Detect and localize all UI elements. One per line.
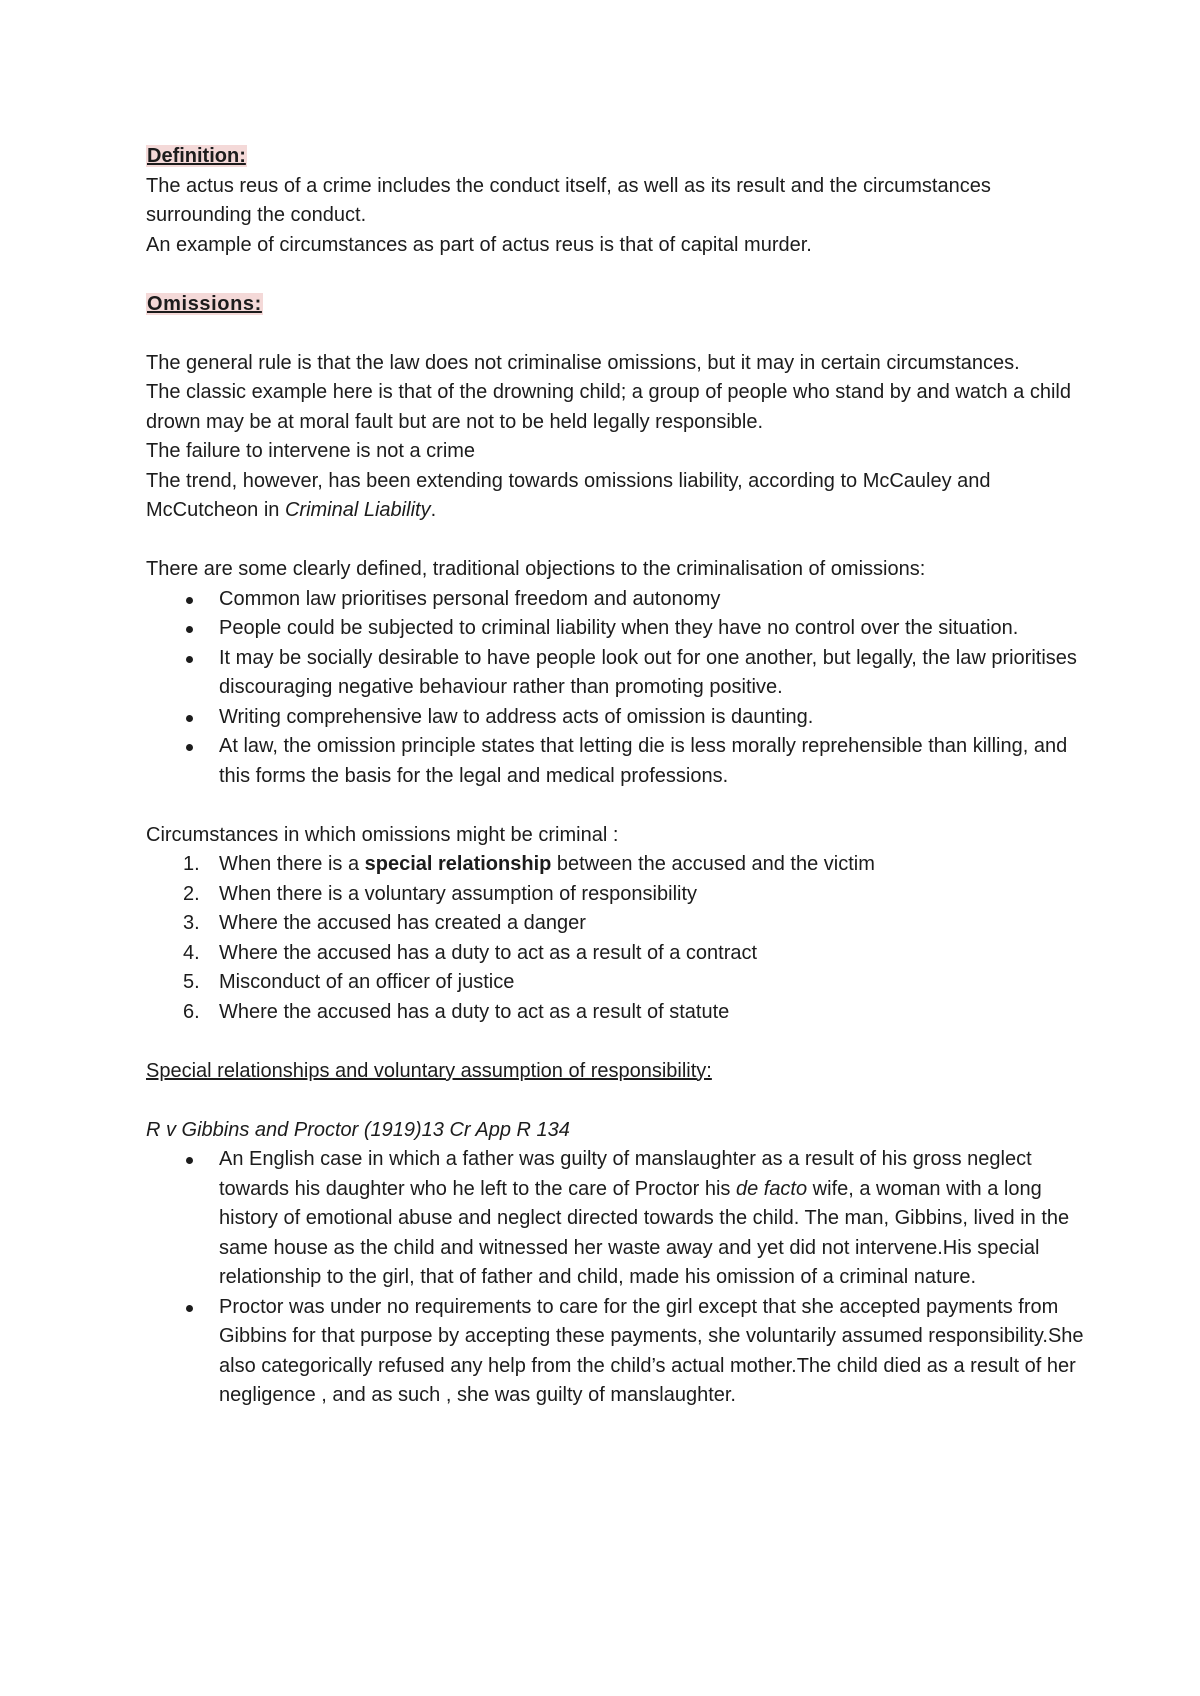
list-item: At law, the omission principle states that letting die is less morally reprehensible than killing, and this forms the basis for the legal and medical professions. bbox=[146, 732, 1090, 791]
circumstances-intro: Circumstances in which omissions might be criminal : bbox=[146, 823, 619, 846]
list-item: 2. When there is a voluntary assumption of responsibility bbox=[183, 882, 698, 905]
circumstances-list bbox=[146, 850, 1090, 1027]
definition-text: The actus reus of a crime includes the conduct itself, as well as its result and the circumstances surrounding the conduct. bbox=[146, 174, 991, 226]
case-notes-list bbox=[146, 1145, 1090, 1411]
de-facto-term: de facto bbox=[735, 1177, 808, 1200]
book-title: Criminal Liability bbox=[284, 499, 431, 521]
list-item: 1. When there is a special relationship between the accused and the victim bbox=[183, 853, 875, 875]
omissions-heading: Omissions: bbox=[147, 292, 262, 315]
objections-list bbox=[146, 585, 1090, 792]
definition-heading: Definition: bbox=[147, 145, 246, 167]
list-item: 5. Misconduct of an officer of justice bbox=[183, 971, 515, 993]
objections-intro: There are some clearly defined, traditional objections to the criminalisation of omissions: bbox=[146, 558, 926, 580]
definition-example: An example of circumstances as part of actus reus is that of capital murder. bbox=[146, 233, 812, 256]
omissions-failure: The failure to intervene is not a crime bbox=[146, 440, 476, 462]
list-item: People could be subjected to criminal liability when they have no control over the situation. bbox=[146, 614, 1090, 644]
list-item: An English case in which a father was guilty of manslaughter as a result of his gross neglect towards his daughter who he left to the care of Proctor his de facto wife, a woman with a long history of emotional abuse and neglect directed towards the child. The man, Gibbins, lived in the same house as the child and witnessed her waste away and yet did not intervene.His special relationship to the girl, that of father and child, made his omission of a criminal nature. bbox=[146, 1145, 1090, 1293]
special-relationships-heading: Special relationships and voluntary assumption of responsibility: bbox=[146, 1059, 712, 1082]
omissions-general-rule: The general rule is that the law does not criminalise omissions, but it may in certain circumstances. bbox=[146, 351, 1020, 374]
list-item: Common law prioritises personal freedom and autonomy bbox=[146, 585, 1090, 615]
list-item: 3. Where the accused has created a danger bbox=[183, 912, 586, 934]
list-item: It may be socially desirable to have people look out for one another, but legally, the law prioritises discouraging negative behaviour rather than promoting positive. bbox=[146, 644, 1090, 703]
special-relationship-term: special relationship bbox=[364, 853, 552, 875]
case-title: R v Gibbins and Proctor (1919)13 Cr App R 134 bbox=[146, 1118, 570, 1141]
list-item: Proctor was under no requirements to care for the girl except that she accepted payments from Gibbins for that purpose by accepting these payments, she voluntarily assumed responsibility.She also categorically refused any help from the child’s actual mother.The child died as a result of her negligence , and as such , she was guilty of manslaughter. bbox=[146, 1293, 1090, 1411]
list-item: 6. Where the accused has a duty to act as a result of statute bbox=[183, 1000, 730, 1023]
omissions-classic-example: The classic example here is that of the drowning child; a group of people who stand by and watch a child drown may be at moral fault but are not to be held legally responsible. bbox=[146, 381, 1071, 433]
omissions-trend: The trend, however, has been extending towards omissions liability, according to McCauley and McCutcheon in Criminal Liability. bbox=[146, 469, 991, 521]
list-item: 4. Where the accused has a duty to act as a result of a contract bbox=[183, 941, 758, 964]
list-item: Writing comprehensive law to address acts of omission is daunting. bbox=[146, 703, 1090, 733]
